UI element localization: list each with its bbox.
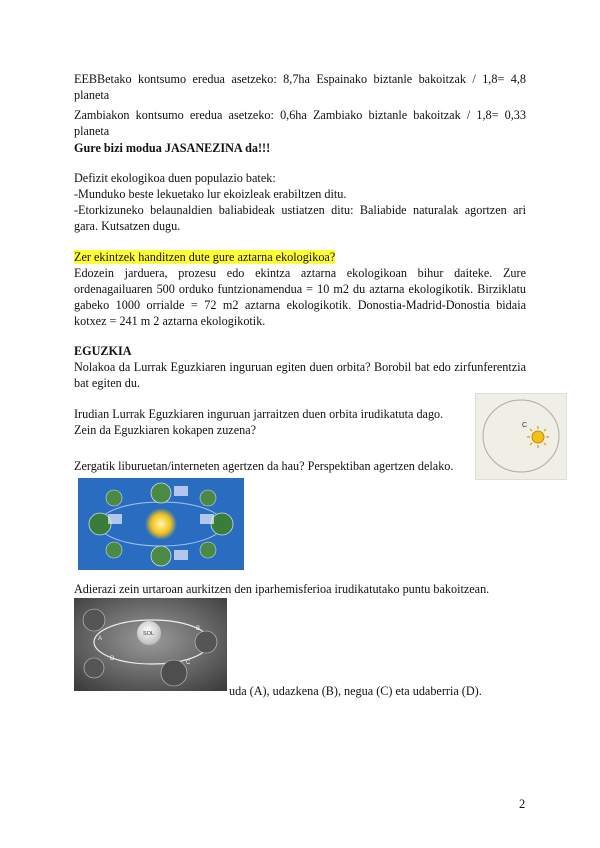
deficit-item-2: -Etorkizuneko belaunaldien baliabideak ustiatzen ditu: Baliabide naturalak agortzen ari gara. Kutsatzen dugu. [74,203,526,233]
zambia-consumption-line: Zambiakon kontsumo eredua asetzeko: 0,6ha Zambiako biztanle bakoitzak / 1,8= 0,33 planeta [74,108,526,138]
point-label-a: A [98,636,103,642]
sun-icon [527,426,549,448]
seasons-answer: uda (A), udazkena (B), negua (C) eta udaberria (D). [229,684,482,698]
earth-icon [84,658,104,678]
fig1-label: C [522,422,528,429]
seasons-diagram-svg [78,478,244,570]
earth-icon [83,609,105,631]
point-label-d: D [110,656,115,662]
highlighted-question: Zer ekintzek handitzen dute gure aztarna ekologikoa? [74,250,336,264]
deficit-intro: Defizit ekologikoa duen populazio batek: [74,171,276,185]
image-caption-line-2: Zein da Eguzkiaren kokapen zuzena? [74,423,257,437]
deficit-item-1: -Munduko beste lekuetako lur ekoizleak erabiltzen ditu. [74,187,347,201]
image-caption-line-1: Irudian Lurrak Eguzkiaren inguruan jarraitzen duen orbita irudikatuta dago. [74,407,444,421]
seasons-diagram-figure [78,478,244,570]
section-heading-eguzkia: EGUZKIA [74,344,132,358]
earth-icon [200,490,216,506]
earth-icon [106,490,122,506]
earth-icon [200,542,216,558]
perspective-answer: Zergatik liburuetan/interneten agertzen da hau? Perspektiban agertzen delako. [74,459,454,473]
page-number: 2 [519,797,526,811]
orbit-photo-figure [74,598,227,691]
earth-icon [195,631,217,653]
point-label-b: B [196,626,201,632]
point-label-c: C [186,660,191,666]
sol-label: SOL [143,631,155,637]
orbit-photo-svg [74,598,227,691]
footprint-answer: Edozein jarduera, prozesu edo ekintza aztarna ekologikoan bihur daiteke. Zure ordenagailuaren 500 orduko funtzionamendua = 10 m2 du aztarna ekologikotik. Birziklatu gabeko 1000 orrialde = 72 m2 aztarna ekologikotik. Donostia-Madrid-Donostia bidaia kotxez = 241 m 2 aztarna ekologikotik. [74,266,526,328]
unsustainable-statement: Gure bizi modua JASANEZINA da!!! [74,141,271,155]
earth-icon [161,660,187,686]
orbit-ellipse [483,400,559,472]
orbit-sun-svg [476,394,566,479]
orbit-question: Nolakoa da Lurrak Eguzkiaren inguruan egiten duen orbita? Borobil bat edo zirfunferentzia bat egiten du. [74,360,526,390]
earth-icon [106,542,122,558]
sun-icon [145,508,177,540]
orbit-sun-figure [475,393,567,480]
footprint-question [74,249,526,265]
eebb-consumption-line: EEBBetako kontsumo eredua asetzeko: 8,7ha Espainako biztanle bakoitzak / 1,8= 4,8 planeta [74,72,526,102]
seasons-question: Adierazi zein urtaroan aurkitzen den iparhemisferioa irudikatutako puntu bakoitzean. [74,582,490,596]
